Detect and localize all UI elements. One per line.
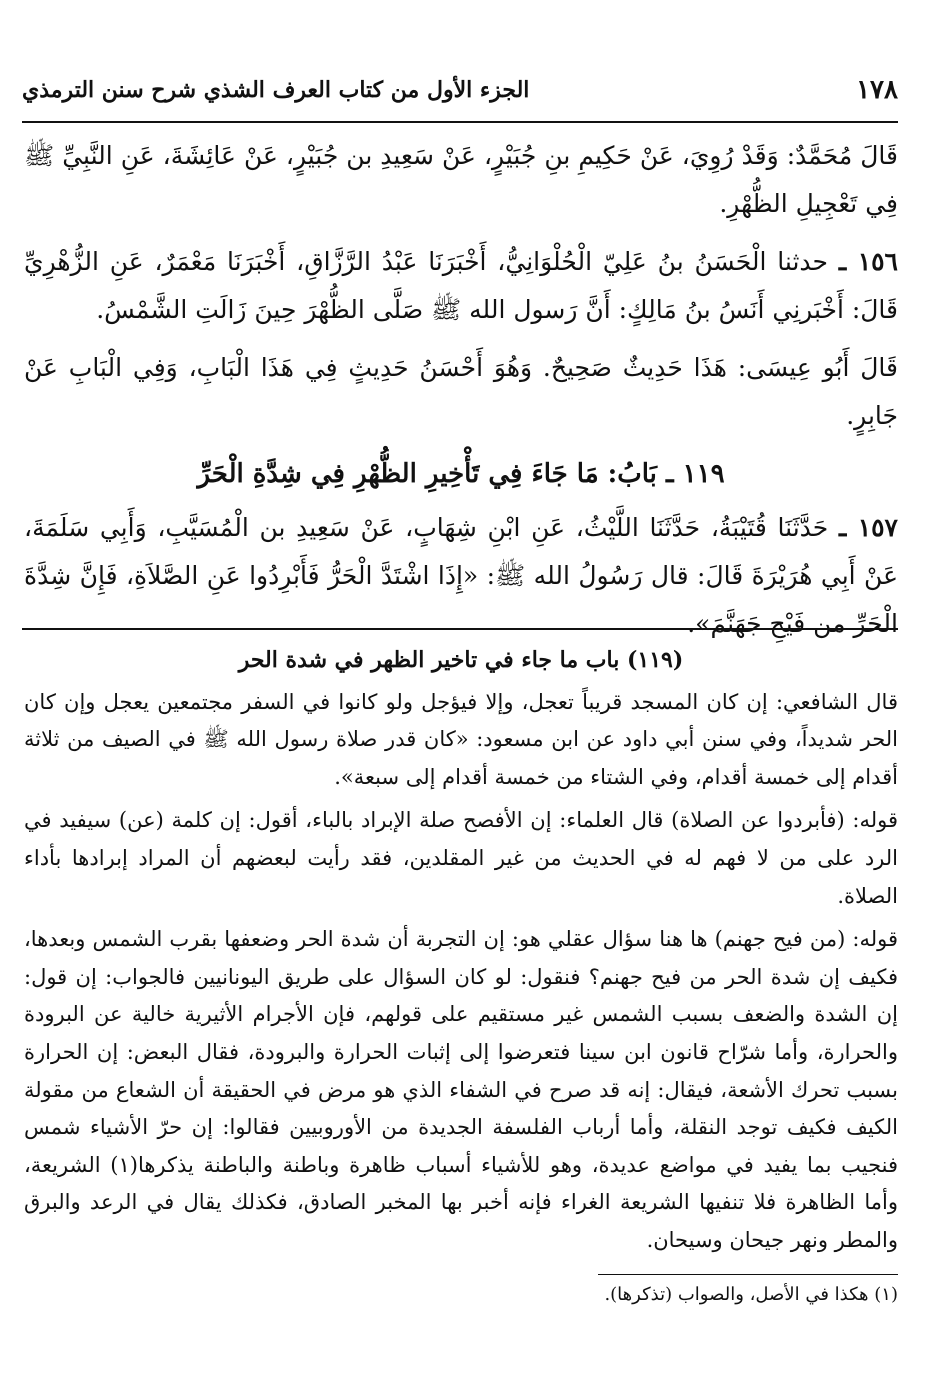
hadith-body: حدثنا الْحَسَنُ بنُ عَلِيّ الْحُلْوَانِيُّ، أَخْبَرَنَا عَبْدُ الرَّزَّاقِ، أَخْبَرَنَا مَعْمَرٌ، عَنِ الزُّهْرِيِّ قَالَ: أَخْبَرنِي أَنَسُ بنُ مَالِكٍ: أَنَّ رَسول الله ﷺ صَلَّى الظُّهْرَ حِينَ زَالَتِ الشَّمْسُ. [24,247,898,324]
commentary [24,642,898,1266]
page-number: ١٧٨ [856,75,898,105]
commentary-paragraph: قوله: (من فيح جهنم) ها هنا سؤال عقلي هو: إن التجربة أن شدة الحر وضعفها بقرب الشمس وبعدها، فكيف إن شدة الحر من فيح جهنم؟ فنقول: لو كان السؤال على طريق اليونانيين فالجواب: إن قول: إن الشدة والضعف بسبب الشمس غير مستقيم على قولهم، فإن الأجرام الأثيرية خالية عن البرودة والحرارة، وأما شرّاح قانون ابن سينا فتعرضوا إلى إثبات الحرارة والبرودة، فقال البعض: إن الحرارة بسبب تحرك الأشعة، فيقال: إنه قد صرح في الشفاء الذي هو مرض في الحقيقة أن الشعاع من مقولة الكيف فكيف توجد النقلة، وأما أرباب الفلسفة الجديدة من الأوروبيين فقالوا: إن حرّ الأشياء شمس فنجيب بما يفيد في مواضع عديدة، وهو للأشياء أسباب ظاهرة وباطنة والباطنة يذكرها(١) الشريعة، وأما الظاهرة فلا تنفيها الشريعة الغراء فإنه أخبر بها المخبر الصادق، فكذلك يقال في الرعد والبرق والمطر ونهر جيحان وسيحان. [24,927,899,1252]
hadith-text [24,132,898,658]
matn-paragraph: قَالَ أَبُو عِيسَى: هَذَا حَدِيثٌ صَحِيحٌ. وَهُوَ أَحْسَنُ حَدِيثٍ فِي هَذَا الْبَابِ، وَفِي الْبَابِ عَنْ جَابِرٍ. [24,353,898,430]
chapter-title: ١١٩ ـ بَابُ: مَا جَاءَ فِي تَأْخِيرِ الظُّهْرِ فِي شِدَّةِ الْحَرِّ [197,459,725,489]
page-header [22,70,898,110]
footnote: (١) هكذا في الأصل، والصواب (تذكرها). [604,1284,898,1305]
hadith-number: ١٥٦ ـ [838,247,898,276]
running-title: الجزء الأول من كتاب العرف الشذي شرح سنن الترمذي [22,77,530,103]
footnote-rule [598,1274,898,1275]
matn-paragraph: قَالَ مُحَمَّدٌ: وَقَدْ رُوِيَ، عَنْ حَكِيمِ بنِ جُبَيْرٍ، عَنْ سَعِيدِ بن جُبَيْرٍ، عَنْ عَائِشَةَ، عَنِ النَّبِيِّ ﷺ فِي تَعْجِيلِ الظُّهْرِ. [24,141,898,218]
header-rule [22,121,898,123]
hadith-157 [24,504,898,648]
commentary-title: (١١٩) باب ما جاء في تاخير الظهر في شدة الحر [238,647,684,673]
commentary-paragraph: قال الشافعي: إن كان المسجد قريباً تعجل، وإلا فيؤجل ولو كانوا في السفر مجتمعين يعجل وإن كان الحر شديداً، وفي سنن أبي داود عن ابن مسعود: «كان قدر صلاة رسول الله ﷺ في الصيف من ثلاثة أقدام إلى خمسة أقدام، وفي الشتاء من خمسة أقدام إلى سبعة». [24,689,898,789]
section-rule [22,628,898,630]
commentary-paragraph: قوله: (فأبردوا عن الصلاة) قال العلماء: إن الأفصح صلة الإبراد بالباء، أقول: إن كلمة (عن) سيفيد في الرد على من لا فهم له في الحديث من غير المقلدين، فقد رأيت لبعضهم أن المراد إبرادها بأداء الصلاة. [24,808,898,908]
hadith-body: حَدَّثَنَا قُتَيْبَةُ، حَدَّثَنَا اللَّيْثُ، عَنِ ابْنِ شِهَابٍ، عَنْ سَعِيدِ بن الْمُسَيَّبِ، وَأَبِي سَلَمَةَ، عَنْ أَبِي هُرَيْرَةَ قَالَ: قال رَسُولُ الله ﷺ: «إِذَا اشْتَدَّ الْحَرُّ فَأَبْرِدُوا عَنِ الصَّلاَةِ، فَإِنَّ شِدَّةَ الْحَرِّ من فَيْحِ جَهَنَّمَ». [24,513,898,638]
hadith-156 [24,238,898,334]
hadith-number: ١٥٧ ـ [838,513,898,542]
